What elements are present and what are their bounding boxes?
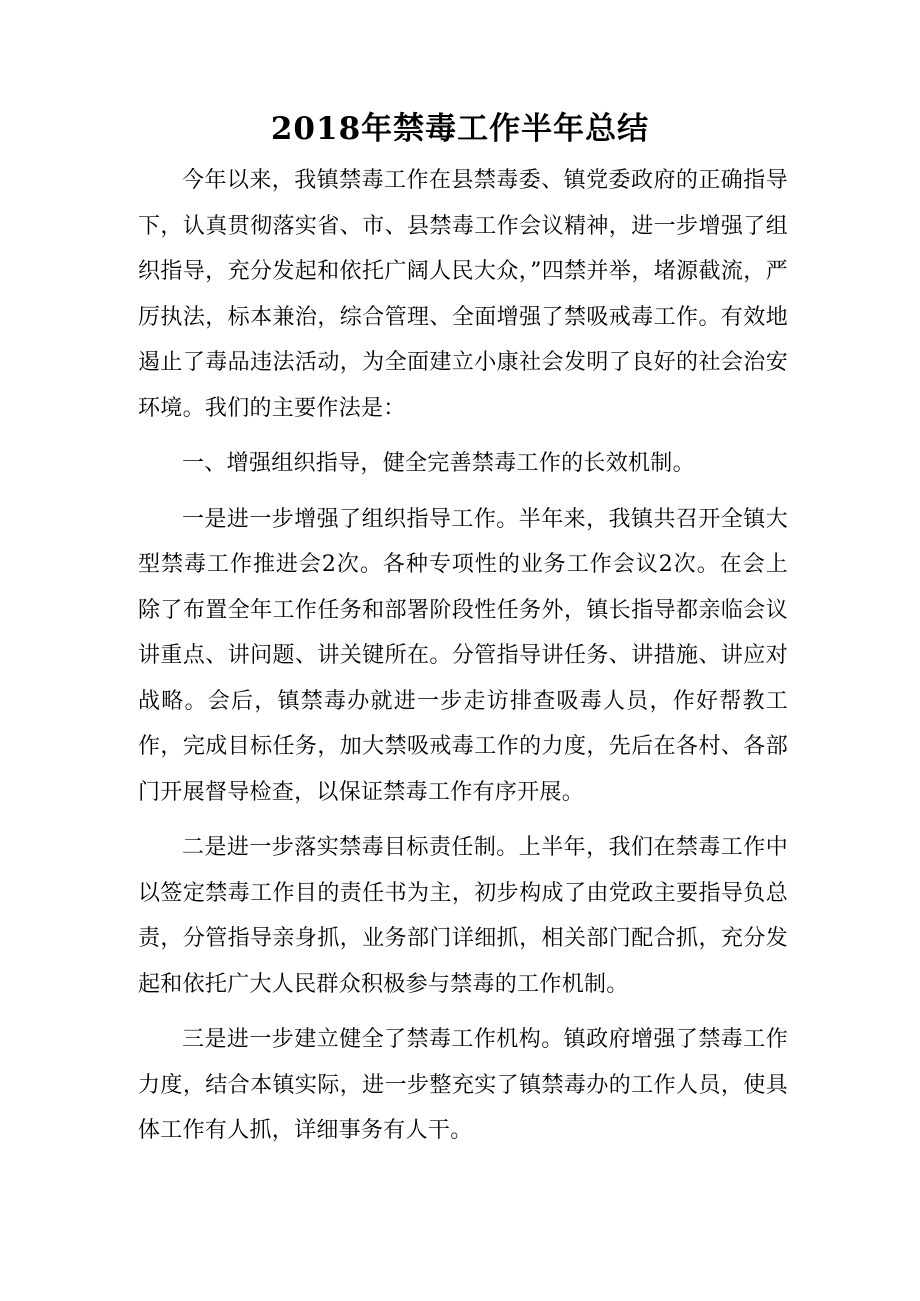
paragraph-point-one: 一是进一步增强了组织指导工作。半年来，我镇共召开全镇大型禁毒工作推进会2次。各种专项性的业务工作会议2次。在会上除了布置全年工作任务和部署阶段性任务外，镇长指导都亲临会议讲重点、讲问题、讲关键所在。分管指导讲任务、讲措施、讲应对战略。会后，镇禁毒办就进一步走访排查吸毒人员，作好帮教工作，完成目标任务，加大禁吸戒毒工作的力度，先后在各村、各部门开展督导检查，以保证禁毒工作有序开展。 [138, 506, 788, 805]
paragraph-point-three: 三是进一步建立健全了禁毒工作机构。镇政府增强了禁毒工作力度，结合本镇实际，进一步整充实了镇禁毒办的工作人员，使具体工作有人抓，详细事务有人干。 [138, 1027, 788, 1143]
paragraph-point-two: 二是进一步落实禁毒目标责任制。上半年，我们在禁毒工作中以签定禁毒工作目的责任书为主，初步构成了由党政主要指导负总责，分管指导亲身抓，业务部门详细抓，相关部门配合抓，充分发起和依托广大人民群众积极参与禁毒的工作机制。 [138, 835, 788, 997]
document-body [138, 158, 788, 1154]
document-title: 2018年禁毒工作半年总结 [270, 111, 650, 147]
paragraph-intro: 今年以来，我镇禁毒工作在县禁毒委、镇党委政府的正确指导下，认真贯彻落实省、市、县禁毒工作会议精神，进一步增强了组织指导，充分发起和依托广阔人民大众，”四禁并举，堵源截流，严厉执法，标本兼治，综合管理、全面增强了禁吸戒毒工作。有效地遏止了毒品违法活动，为全面建立小康社会发明了良好的社会治安环境。我们的主要作法是： [138, 168, 788, 421]
paragraph-section-heading: 一、增强组织指导，健全完善禁毒工作的长效机制。 [182, 451, 695, 476]
